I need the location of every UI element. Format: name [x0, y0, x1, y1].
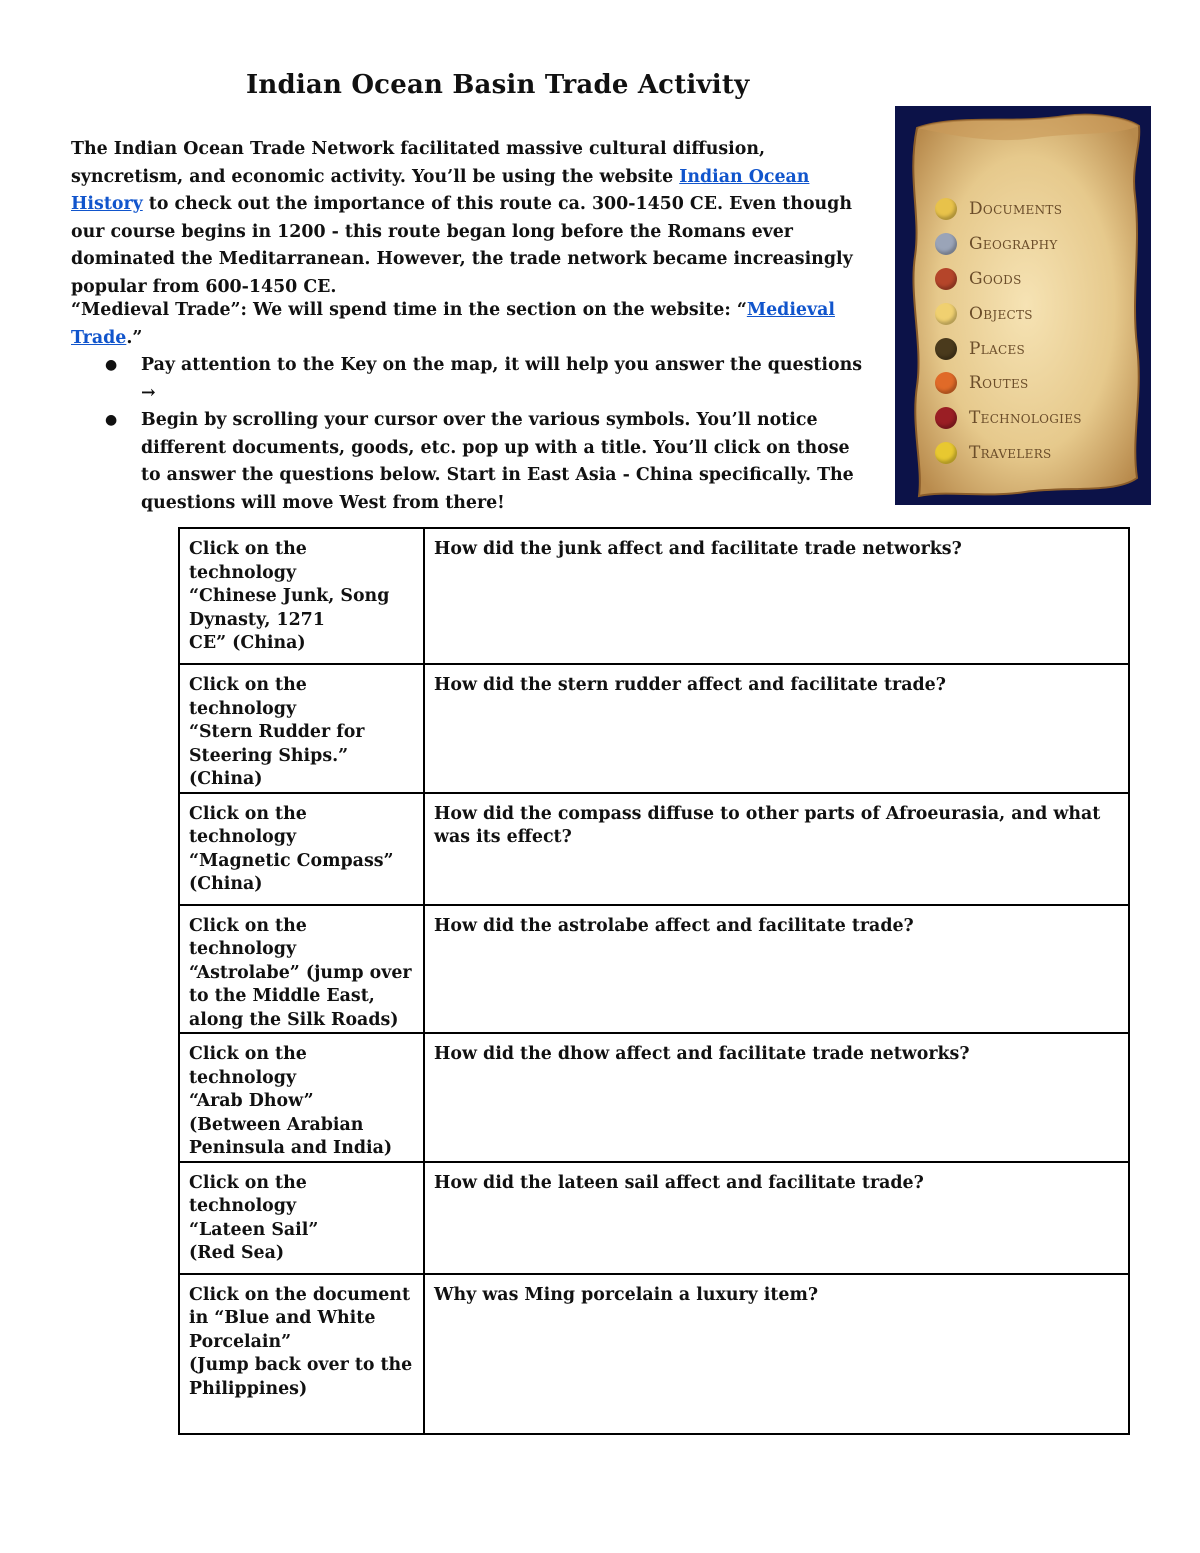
key-item-objects [935, 296, 1082, 331]
table-row [179, 1274, 1129, 1434]
key-item-travelers [935, 436, 1082, 471]
key-item-routes [935, 366, 1082, 401]
key-label: Geography [969, 234, 1058, 255]
instruction-item: ● Begin by scrolling your cursor over the various symbols. You’ll notice different documents, goods, etc. pop up with a title. You’ll click on those to answer the questions below. Start in East Asia - China specifically. The questions will move West from there! [141, 407, 871, 517]
map-key-image [895, 106, 1151, 505]
instruction-list [71, 352, 871, 517]
prompt-cell: Click on the technology “Magnetic Compass” (China) [179, 793, 424, 905]
intro-text-end: to check out the importance of this route ca. 300-1450 CE. Even though our course begins in 1200 - this route began long before the Romans ever dominated the Meditarranean. However, the trade network became increasingly popular from 600-1450 CE. [71, 194, 853, 297]
key-item-technologies [935, 401, 1082, 436]
question-cell[interactable]: Why was Ming porcelain a luxury item? [424, 1274, 1129, 1434]
prompt-cell: Click on the technology “Astrolabe” (jump over to the Middle East, along the Silk Roads) [179, 905, 424, 1034]
table-row [179, 1033, 1129, 1162]
geography-icon [935, 233, 957, 255]
section-lead-text: “Medieval Trade”: We will spend time in the section on the website: “ [71, 300, 747, 320]
question-cell[interactable]: How did the compass diffuse to other parts of Afroeurasia, and what was its effect? [424, 793, 1129, 905]
travelers-icon [935, 442, 957, 464]
medieval-trade-section [71, 297, 871, 517]
table-row [179, 905, 1129, 1034]
key-item-places [935, 331, 1082, 366]
table-row [179, 793, 1129, 905]
prompt-cell: Click on the document in “Blue and White Porcelain” (Jump back over to the Philippines) [179, 1274, 424, 1434]
key-label: Objects [969, 303, 1033, 324]
goods-icon [935, 268, 957, 290]
key-label: Documents [969, 199, 1063, 220]
key-label: Routes [969, 373, 1029, 394]
intro-text-start: The Indian Ocean Trade Network facilitated massive cultural diffusion, syncretism, and economic activity. You’ll be using the website [71, 139, 766, 187]
activity-table [178, 527, 1130, 1435]
map-key-list [935, 192, 1082, 470]
prompt-cell: Click on the technology “Stern Rudder for Steering Ships.” (China) [179, 664, 424, 793]
question-cell[interactable]: How did the stern rudder affect and facilitate trade? [424, 664, 1129, 793]
medieval-trade-link[interactable]: Medieval Trade [71, 300, 835, 348]
technologies-icon [935, 407, 957, 429]
question-cell[interactable]: How did the astrolabe affect and facilitate trade? [424, 905, 1129, 1034]
key-item-goods [935, 262, 1082, 297]
places-icon [935, 338, 957, 360]
prompt-cell: Click on the technology “Chinese Junk, Song Dynasty, 1271 CE” (China) [179, 528, 424, 664]
prompt-cell: Click on the technology “Lateen Sail” (Red Sea) [179, 1162, 424, 1274]
section-lead-tail: .” [126, 327, 143, 348]
prompt-cell: Click on the technology “Arab Dhow” (Between Arabian Peninsula and India) [179, 1033, 424, 1162]
indian-ocean-history-link[interactable]: Indian Ocean History [71, 166, 810, 214]
section-lead [71, 297, 871, 352]
key-label: Technologies [969, 408, 1082, 429]
key-label: Travelers [969, 442, 1052, 463]
instruction-item: ● Pay attention to the Key on the map, it will help you answer the questions → [141, 352, 871, 407]
table-row [179, 664, 1129, 793]
objects-icon [935, 303, 957, 325]
routes-icon [935, 372, 957, 394]
question-cell[interactable]: How did the junk affect and facilitate trade networks? [424, 528, 1129, 664]
key-label: Goods [969, 268, 1022, 289]
document-icon [935, 198, 957, 220]
key-label: Places [969, 338, 1026, 359]
question-cell[interactable]: How did the lateen sail affect and facilitate trade? [424, 1162, 1129, 1274]
intro-paragraph [71, 136, 871, 301]
table-row [179, 528, 1129, 664]
page-title: Indian Ocean Basin Trade Activity [246, 70, 750, 100]
table-row [179, 1162, 1129, 1274]
key-item-geography [935, 227, 1082, 262]
key-item-documents [935, 192, 1082, 227]
question-cell[interactable]: How did the dhow affect and facilitate trade networks? [424, 1033, 1129, 1162]
